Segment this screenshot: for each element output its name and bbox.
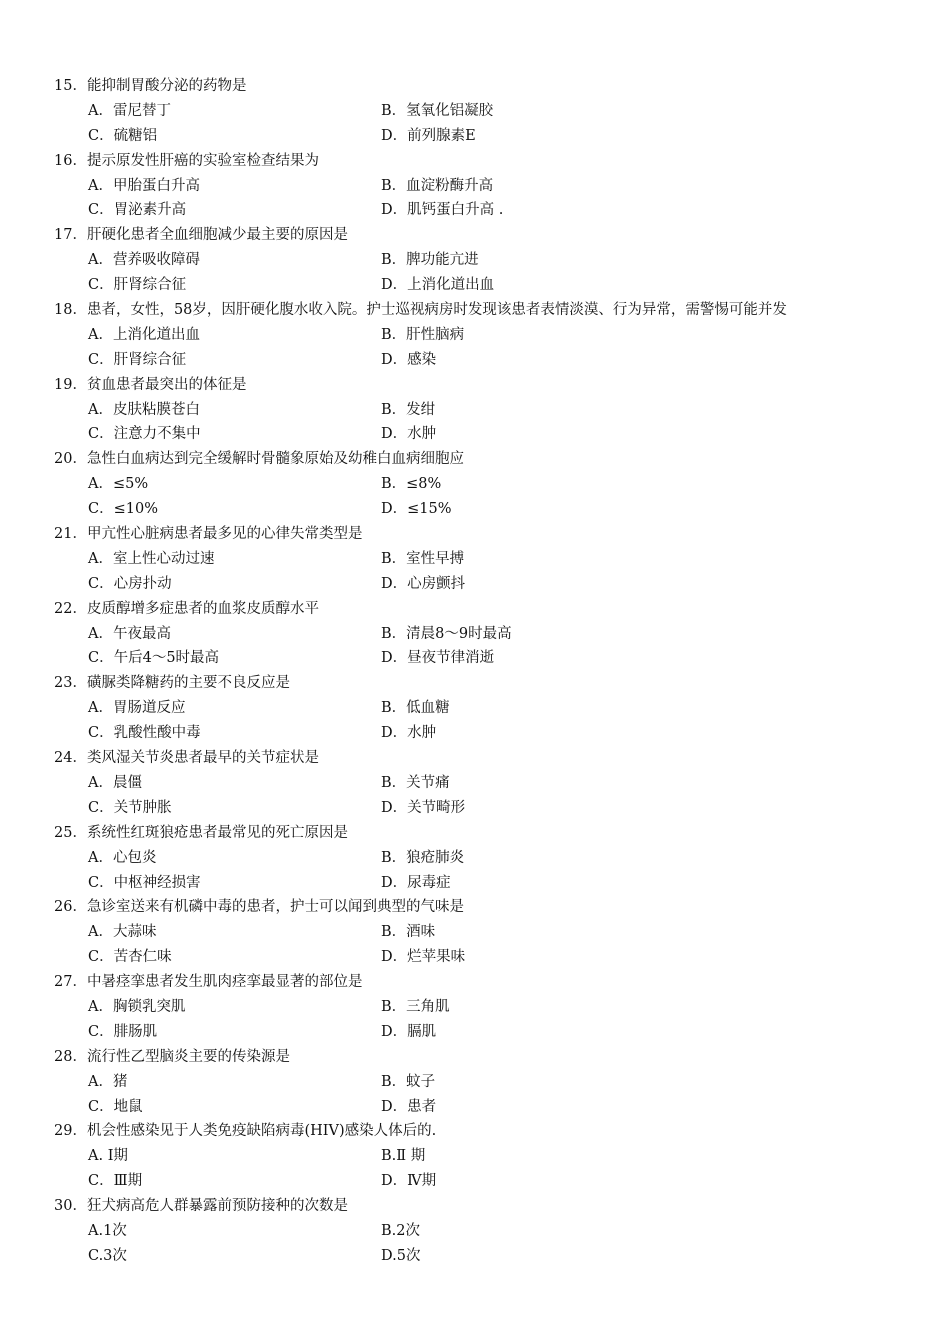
option-row	[0, 422, 950, 447]
answer-option-a: A．大蒜味	[88, 924, 157, 941]
question-stem: 15．能抑制胃酸分泌的药物是	[54, 78, 247, 94]
option-row	[0, 920, 950, 945]
answer-option-b: B.2次	[381, 1222, 420, 1239]
answer-option-b: B．低血糖	[381, 700, 450, 717]
answer-option-c: C．硫糖铝	[88, 127, 158, 144]
answer-option-a: A．皮肤粘膜苍白	[88, 401, 200, 418]
answer-option-d: D．烂苹果味	[381, 949, 466, 966]
question-stem: 24．类风湿关节炎患者最早的关节症状是	[54, 750, 319, 767]
option-row	[0, 174, 950, 199]
option-row	[0, 572, 950, 597]
answer-option-b: B．血淀粉酶升高	[381, 177, 494, 194]
option-row	[0, 1169, 950, 1194]
question-stem: 19．贫血患者最突出的体征是	[54, 376, 247, 393]
answer-option-c: C.3次	[88, 1247, 127, 1264]
option-row	[0, 696, 950, 721]
answer-option-b: B．关节痛	[381, 774, 450, 791]
question-stem: 17．肝硬化患者全血细胞减少最主要的原因是	[54, 227, 348, 244]
question-block	[0, 1119, 950, 1194]
answer-option-a: A．≤5%	[88, 476, 149, 493]
exam-page	[0, 74, 950, 1269]
answer-option-a: A．上消化道出血	[88, 326, 200, 343]
question-block	[0, 1045, 950, 1120]
answer-option-a: A．心包炎	[88, 849, 157, 866]
answer-option-c: C．肝肾综合征	[88, 351, 187, 368]
answer-option-b: B．氢氧化铝凝胶	[381, 102, 494, 119]
answer-option-b: B.Ⅱ 期	[381, 1148, 426, 1165]
question-block	[0, 298, 950, 373]
answer-option-b: B．室性早搏	[381, 550, 465, 567]
answer-option-d: D．≤15%	[381, 501, 452, 518]
question-block	[0, 970, 950, 1045]
question-stem: 18．患者，女性，58岁，因肝硬化腹水收入院。护士巡视病房时发现该患者表情淡漠、行为异常，需警惕可能并发	[54, 302, 787, 319]
answer-option-b: B．狼疮肺炎	[381, 849, 465, 866]
answer-option-a: A.1次	[88, 1222, 127, 1239]
answer-option-c: C．午后4～5时最高	[88, 650, 220, 667]
answer-option-d: D．水肿	[381, 725, 437, 742]
answer-option-d: D．水肿	[381, 426, 437, 443]
answer-option-b: B．蚊子	[381, 1073, 436, 1090]
question-stem: 23．磺脲类降糖药的主要不良反应是	[54, 675, 290, 692]
question-stem: 26．急诊室送来有机磷中毒的患者，护士可以闻到典型的气味是	[54, 899, 464, 916]
option-row	[0, 771, 950, 796]
answer-option-d: D．上消化道出血	[381, 277, 495, 294]
option-row	[0, 398, 950, 423]
answer-option-c: C．≤10%	[88, 501, 158, 518]
option-row	[0, 1144, 950, 1169]
option-row	[0, 646, 950, 671]
question-block	[0, 597, 950, 672]
question-block	[0, 373, 950, 448]
answer-option-d: D．肌钙蛋白升高 .	[381, 202, 504, 219]
question-block	[0, 895, 950, 970]
option-row	[0, 622, 950, 647]
answer-option-a: A. Ⅰ期	[88, 1148, 128, 1165]
answer-option-c: C．乳酸性酸中毒	[88, 725, 201, 742]
answer-option-c: C．Ⅲ期	[88, 1173, 143, 1190]
answer-option-b: B．肝性脑病	[381, 326, 465, 343]
answer-option-b: B．≤8%	[381, 476, 442, 493]
option-row	[0, 273, 950, 298]
answer-option-a: A．雷尼替丁	[88, 102, 171, 119]
option-row	[0, 846, 950, 871]
answer-option-c: C．关节肿胀	[88, 799, 172, 816]
answer-option-a: A．胃肠道反应	[88, 700, 186, 717]
question-stem: 20．急性白血病达到完全缓解时骨髓象原始及幼稚白血病细胞应	[54, 451, 464, 468]
answer-option-a: A．午夜最高	[88, 625, 171, 642]
option-row	[0, 1095, 950, 1120]
answer-option-d: D．膈肌	[381, 1023, 437, 1040]
answer-option-a: A．晨僵	[88, 774, 142, 791]
answer-option-a: A．室上性心动过速	[88, 550, 215, 567]
question-block	[0, 522, 950, 597]
answer-option-d: D．心房颤抖	[381, 575, 466, 592]
option-row	[0, 796, 950, 821]
option-row	[0, 1020, 950, 1045]
option-row	[0, 124, 950, 149]
option-row	[0, 871, 950, 896]
answer-option-a: A．甲胎蛋白升高	[88, 177, 200, 194]
question-block	[0, 1194, 950, 1269]
answer-option-d: D．前列腺素E	[381, 127, 476, 144]
option-row	[0, 945, 950, 970]
answer-option-d: D．Ⅳ期	[381, 1173, 437, 1190]
answer-option-c: C．腓肠肌	[88, 1023, 158, 1040]
answer-option-d: D．尿毒症	[381, 874, 451, 891]
answer-option-c: C．地鼠	[88, 1098, 143, 1115]
answer-option-b: B．发绀	[381, 401, 436, 418]
answer-option-c: C．注意力不集中	[88, 426, 201, 443]
option-row	[0, 348, 950, 373]
answer-option-c: C．胃泌素升高	[88, 202, 187, 219]
question-stem: 27．中暑痉挛患者发生肌肉痉挛最显著的部位是	[54, 974, 363, 991]
answer-option-c: C．苦杏仁味	[88, 949, 172, 966]
option-row	[0, 547, 950, 572]
answer-option-b: B．清晨8～9时最高	[381, 625, 512, 642]
option-row	[0, 323, 950, 348]
question-block	[0, 74, 950, 149]
answer-option-a: A．营养吸收障碍	[88, 252, 200, 269]
answer-option-a: A．猪	[88, 1073, 128, 1090]
option-row	[0, 1244, 950, 1269]
answer-option-d: D．昼夜节律消逝	[381, 650, 495, 667]
option-row	[0, 248, 950, 273]
answer-option-d: D.5次	[381, 1247, 421, 1264]
answer-option-d: D．患者	[381, 1098, 437, 1115]
question-stem: 22．皮质醇增多症患者的血浆皮质醇水平	[54, 600, 319, 617]
question-block	[0, 149, 950, 224]
answer-option-a: A．胸锁乳突肌	[88, 998, 186, 1015]
question-stem: 28．流行性乙型脑炎主要的传染源是	[54, 1048, 290, 1065]
answer-option-b: B．酒味	[381, 924, 436, 941]
question-stem: 21．甲亢性心脏病患者最多见的心律失常类型是	[54, 526, 363, 543]
answer-option-c: C．心房扑动	[88, 575, 172, 592]
option-row	[0, 198, 950, 223]
option-row	[0, 995, 950, 1020]
option-row	[0, 472, 950, 497]
answer-option-d: D．关节畸形	[381, 799, 466, 816]
answer-option-b: B．脾功能亢进	[381, 252, 479, 269]
answer-option-c: C．肝肾综合征	[88, 277, 187, 294]
question-block	[0, 821, 950, 896]
question-block	[0, 671, 950, 746]
answer-option-c: C．中枢神经损害	[88, 874, 201, 891]
option-row	[0, 497, 950, 522]
question-stem: 25．系统性红斑狼疮患者最常见的死亡原因是	[54, 824, 348, 841]
question-block	[0, 223, 950, 298]
question-block	[0, 746, 950, 821]
question-block	[0, 447, 950, 522]
option-row	[0, 99, 950, 124]
answer-option-d: D．感染	[381, 351, 437, 368]
question-stem: 16．提示原发性肝癌的实验室检查结果为	[54, 152, 319, 169]
option-row	[0, 721, 950, 746]
answer-option-b: B．三角肌	[381, 998, 450, 1015]
option-row	[0, 1219, 950, 1244]
question-stem: 30．狂犬病高危人群暴露前预防接种的次数是	[54, 1198, 348, 1215]
option-row	[0, 1070, 950, 1095]
question-stem: 29．机会性感染见于人类免疫缺陷病毒(HIV)感染人体后的.	[54, 1123, 437, 1140]
